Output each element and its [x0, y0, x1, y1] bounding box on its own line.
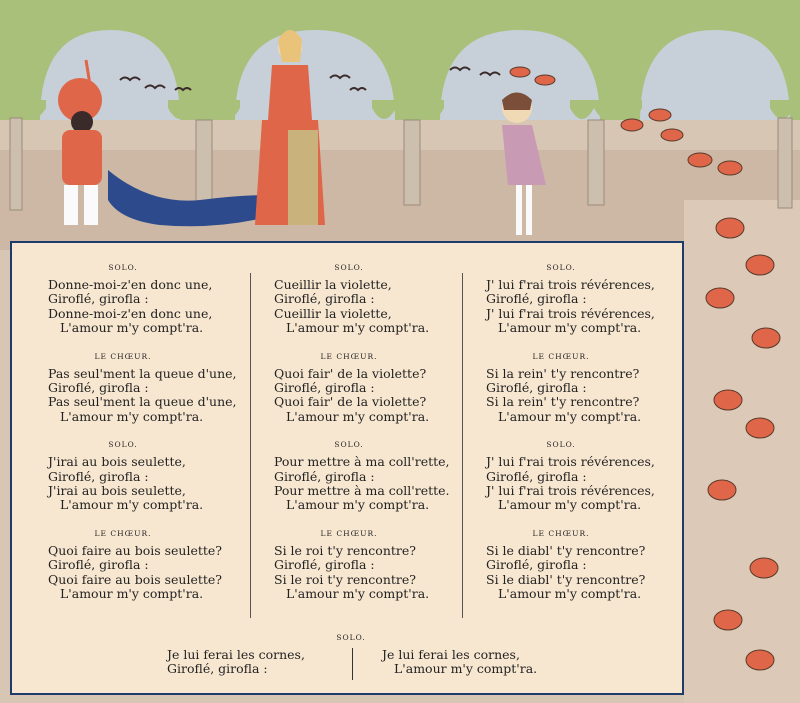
lyric-line: Giroflé, girofla :: [274, 468, 375, 484]
stanza-heading: LE CHŒUR.: [532, 528, 590, 538]
lyrics-column-3: [486, 263, 676, 618]
stanza-heading: SOLO.: [336, 633, 366, 642]
lyric-line: Si le roi t'y rencontre?: [274, 571, 416, 587]
lyric-line: Giroflé, girofla :: [48, 380, 149, 396]
lyric-line: L'amour m'y compt'ra.: [286, 586, 430, 602]
lyric-line: Quoi fair' de la violette?: [274, 394, 427, 410]
lyric-line: Giroflé, girofla :: [48, 557, 149, 573]
stanza: [274, 440, 464, 513]
lyric-line: Quoi faire au bois seulette?: [48, 542, 223, 558]
right-strip: [684, 200, 800, 703]
lyric-line: Cueillir la violette,: [274, 277, 392, 292]
lyric-line: Si le roi t'y rencontre?: [274, 542, 416, 558]
lyric-line: L'amour m'y compt'ra.: [394, 661, 538, 677]
lyrics-panel: [10, 241, 684, 695]
lyric-line: Giroflé, girofla :: [486, 468, 587, 484]
stanza-heading: SOLO.: [108, 263, 138, 272]
lyric-line: L'amour m'y compt'ra.: [60, 320, 204, 336]
stanza-heading: LE CHŒUR.: [320, 351, 378, 361]
stanza: [48, 529, 238, 602]
lyric-line: J' lui f'rai trois révérences,: [486, 277, 655, 292]
lyric-line: Giroflé, girofla :: [48, 468, 149, 484]
lyric-line: Pour mettre à ma coll'rette,: [274, 454, 450, 470]
lyric-line: Si le diabl' t'y rencontre?: [486, 542, 646, 558]
lyric-line: Pour mettre à ma coll'rette.: [274, 483, 450, 499]
stanza-heading: SOLO.: [546, 440, 576, 450]
final-left: [167, 648, 327, 677]
lyric-line: L'amour m'y compt'ra.: [498, 320, 642, 336]
lyrics-column-2: [274, 263, 464, 618]
lyric-line: Je lui ferai les cornes,: [167, 647, 305, 662]
lyric-line: J'irai au bois seulette,: [48, 454, 186, 470]
stanza: [48, 440, 238, 513]
lyric-line: Si la rein' t'y rencontre?: [486, 394, 640, 410]
lyric-line: J' lui f'rai trois révérences,: [486, 305, 655, 321]
lyric-line: Giroflé, girofla :: [486, 557, 587, 573]
lyric-line: Giroflé, girofla :: [486, 291, 587, 307]
stanza: [48, 352, 238, 425]
lyric-line: Giroflé, girofla :: [48, 291, 149, 307]
stanza: [274, 352, 464, 425]
lyric-line: Si le diabl' t'y rencontre?: [486, 571, 646, 587]
stanza: [48, 263, 238, 336]
lyric-line: Giroflé, girofla :: [274, 291, 375, 307]
lyric-line: Pas seul'ment la queue d'une,: [48, 394, 237, 410]
lyric-line: Giroflé, girofla :: [274, 380, 375, 396]
stanza-heading: LE CHŒUR.: [532, 351, 590, 361]
stanza-heading: LE CHŒUR.: [94, 528, 152, 538]
lyric-line: J' lui f'rai trois révérences,: [486, 483, 655, 499]
hedge-arcade: [0, 0, 800, 120]
lyric-line: L'amour m'y compt'ra.: [60, 497, 204, 513]
stanza-heading: SOLO.: [334, 263, 364, 272]
lyric-line: Je lui ferai les cornes,: [382, 647, 520, 662]
final-right: [382, 648, 582, 677]
lyric-line: J' lui f'rai trois révérences,: [486, 454, 655, 470]
stanza-heading: LE CHŒUR.: [94, 351, 152, 361]
stanza: [274, 529, 464, 602]
lyric-line: J'irai au bois seulette,: [48, 483, 186, 499]
lyric-line: Cueillir la violette,: [274, 305, 392, 321]
lyrics-column-1: [48, 263, 238, 618]
lyric-line: Giroflé, girofla :: [274, 557, 375, 573]
lyric-line: L'amour m'y compt'ra.: [286, 497, 430, 513]
lyric-line: Giroflé, girofla :: [167, 661, 268, 677]
lyric-line: L'amour m'y compt'ra.: [60, 408, 204, 424]
column-divider: [462, 273, 463, 618]
lyric-line: Donne-moi-z'en donc une,: [48, 305, 213, 321]
lyric-line: Pas seul'ment la queue d'une,: [48, 365, 237, 381]
lyric-line: Donne-moi-z'en donc une,: [48, 277, 213, 292]
stanza-heading: LE CHŒUR.: [320, 528, 378, 538]
stanza: [274, 263, 464, 336]
stanza: [486, 352, 676, 425]
lyric-line: L'amour m'y compt'ra.: [286, 320, 430, 336]
lyric-line: Si la rein' t'y rencontre?: [486, 365, 640, 381]
stanza-heading: SOLO.: [546, 263, 576, 272]
column-divider: [250, 273, 251, 618]
lyric-line: L'amour m'y compt'ra.: [498, 586, 642, 602]
lyric-line: L'amour m'y compt'ra.: [60, 586, 204, 602]
lyric-line: L'amour m'y compt'ra.: [498, 408, 642, 424]
stanza-heading: SOLO.: [334, 440, 364, 450]
lyric-line: L'amour m'y compt'ra.: [286, 408, 430, 424]
final-divider: [352, 648, 353, 680]
stanza: [486, 440, 676, 513]
lyric-line: L'amour m'y compt'ra.: [498, 497, 642, 513]
lyric-line: Quoi fair' de la violette?: [274, 365, 427, 381]
lyric-line: Giroflé, girofla :: [486, 380, 587, 396]
stanza: [486, 529, 676, 602]
stanza-heading: SOLO.: [108, 440, 138, 450]
stanza: [486, 263, 676, 336]
lyric-line: Quoi faire au bois seulette?: [48, 571, 223, 587]
